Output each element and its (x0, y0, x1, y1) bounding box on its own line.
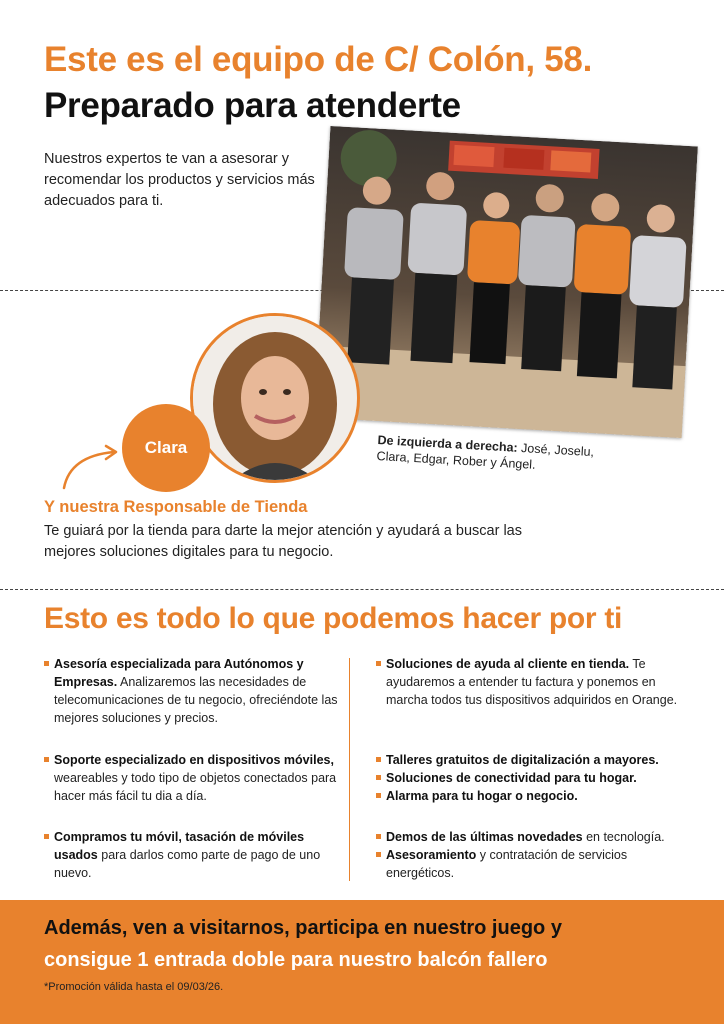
service-item-bold: Soporte especializado en dispositivos móviles, (54, 753, 334, 767)
manager-portrait (190, 313, 360, 483)
service-item-text: weareables y todo tipo de objetos conectados para hacer más fácil tu dia a día. (54, 771, 337, 803)
service-item (44, 751, 344, 805)
service-item-text: Analizaremos las necesidades de telecomunicaciones de tu negocio, ofreciéndote las mejores soluciones y precios. (54, 675, 338, 725)
service-item (44, 655, 344, 727)
page-title: Este es el equipo de C/ Colón, 58. (44, 40, 592, 79)
service-item-text: en tecnología. (582, 830, 665, 844)
photo-caption (376, 432, 627, 478)
service-item (376, 751, 696, 769)
promo-note: *Promoción válida hasta el 09/03/26. (44, 981, 224, 993)
service-item (376, 787, 696, 805)
service-item-bold: Asesoría especializada para Autónomos y Empresas. (54, 657, 304, 689)
manager-title: Y nuestra Responsable de Tienda (44, 498, 308, 516)
caption-names: José, Joselu, Clara, Edgar, Rober y Ángel. (376, 440, 595, 472)
service-item-bold: Asesoramiento (386, 848, 477, 862)
services-title: Esto es todo lo que podemos hacer por ti (44, 602, 623, 635)
service-item (376, 655, 696, 709)
manager-description: Te guiará por la tienda para darte la mejor atención y ayudará a buscar las mejores soluciones digitales para tu negocio. (44, 523, 522, 560)
service-item-bold: Soluciones de ayuda al cliente en tienda. (386, 657, 630, 671)
promo-line-1: Además, ven a visitarnos, participa en nuestro juego y (44, 917, 562, 939)
service-item (376, 828, 696, 846)
service-item-bold: Talleres gratuitos de digitalización a mayores. (386, 753, 659, 767)
curved-arrow-icon (58, 442, 128, 492)
service-item-bold: Demos de las últimas novedades (386, 830, 583, 844)
manager-name-badge: Clara (122, 404, 210, 492)
service-item (44, 828, 344, 882)
dashed-divider-middle (0, 589, 724, 590)
service-item-bold: Alarma para tu hogar o negocio. (386, 789, 578, 803)
caption-label: De izquierda a derecha: (377, 432, 519, 455)
team-photo (314, 126, 698, 438)
service-item-bold: Soluciones de conectividad para tu hogar. (386, 771, 637, 785)
service-item (376, 846, 696, 882)
column-divider (349, 658, 350, 881)
promo-line-2: consigue 1 entrada doble para nuestro balcón fallero (44, 949, 548, 971)
service-item (376, 769, 696, 787)
service-item-text: para darlos como parte de pago de uno nuevo. (54, 848, 321, 880)
service-item-bold: Compramos tu móvil, tasación de móviles usados (54, 830, 305, 862)
service-item-text: Te ayudaremos a entender tu factura y ponemos en marcha todos tus dispositivos adquiridos en Orange. (386, 657, 678, 707)
service-item-text: y contratación de servicios energéticos. (386, 848, 628, 880)
manager-photo (193, 316, 357, 480)
intro-text: Nuestros expertos te van a asesorar y recomendar los productos y servicios más adecuados para ti. (44, 151, 315, 209)
page-subtitle: Preparado para atenderte (44, 86, 461, 125)
